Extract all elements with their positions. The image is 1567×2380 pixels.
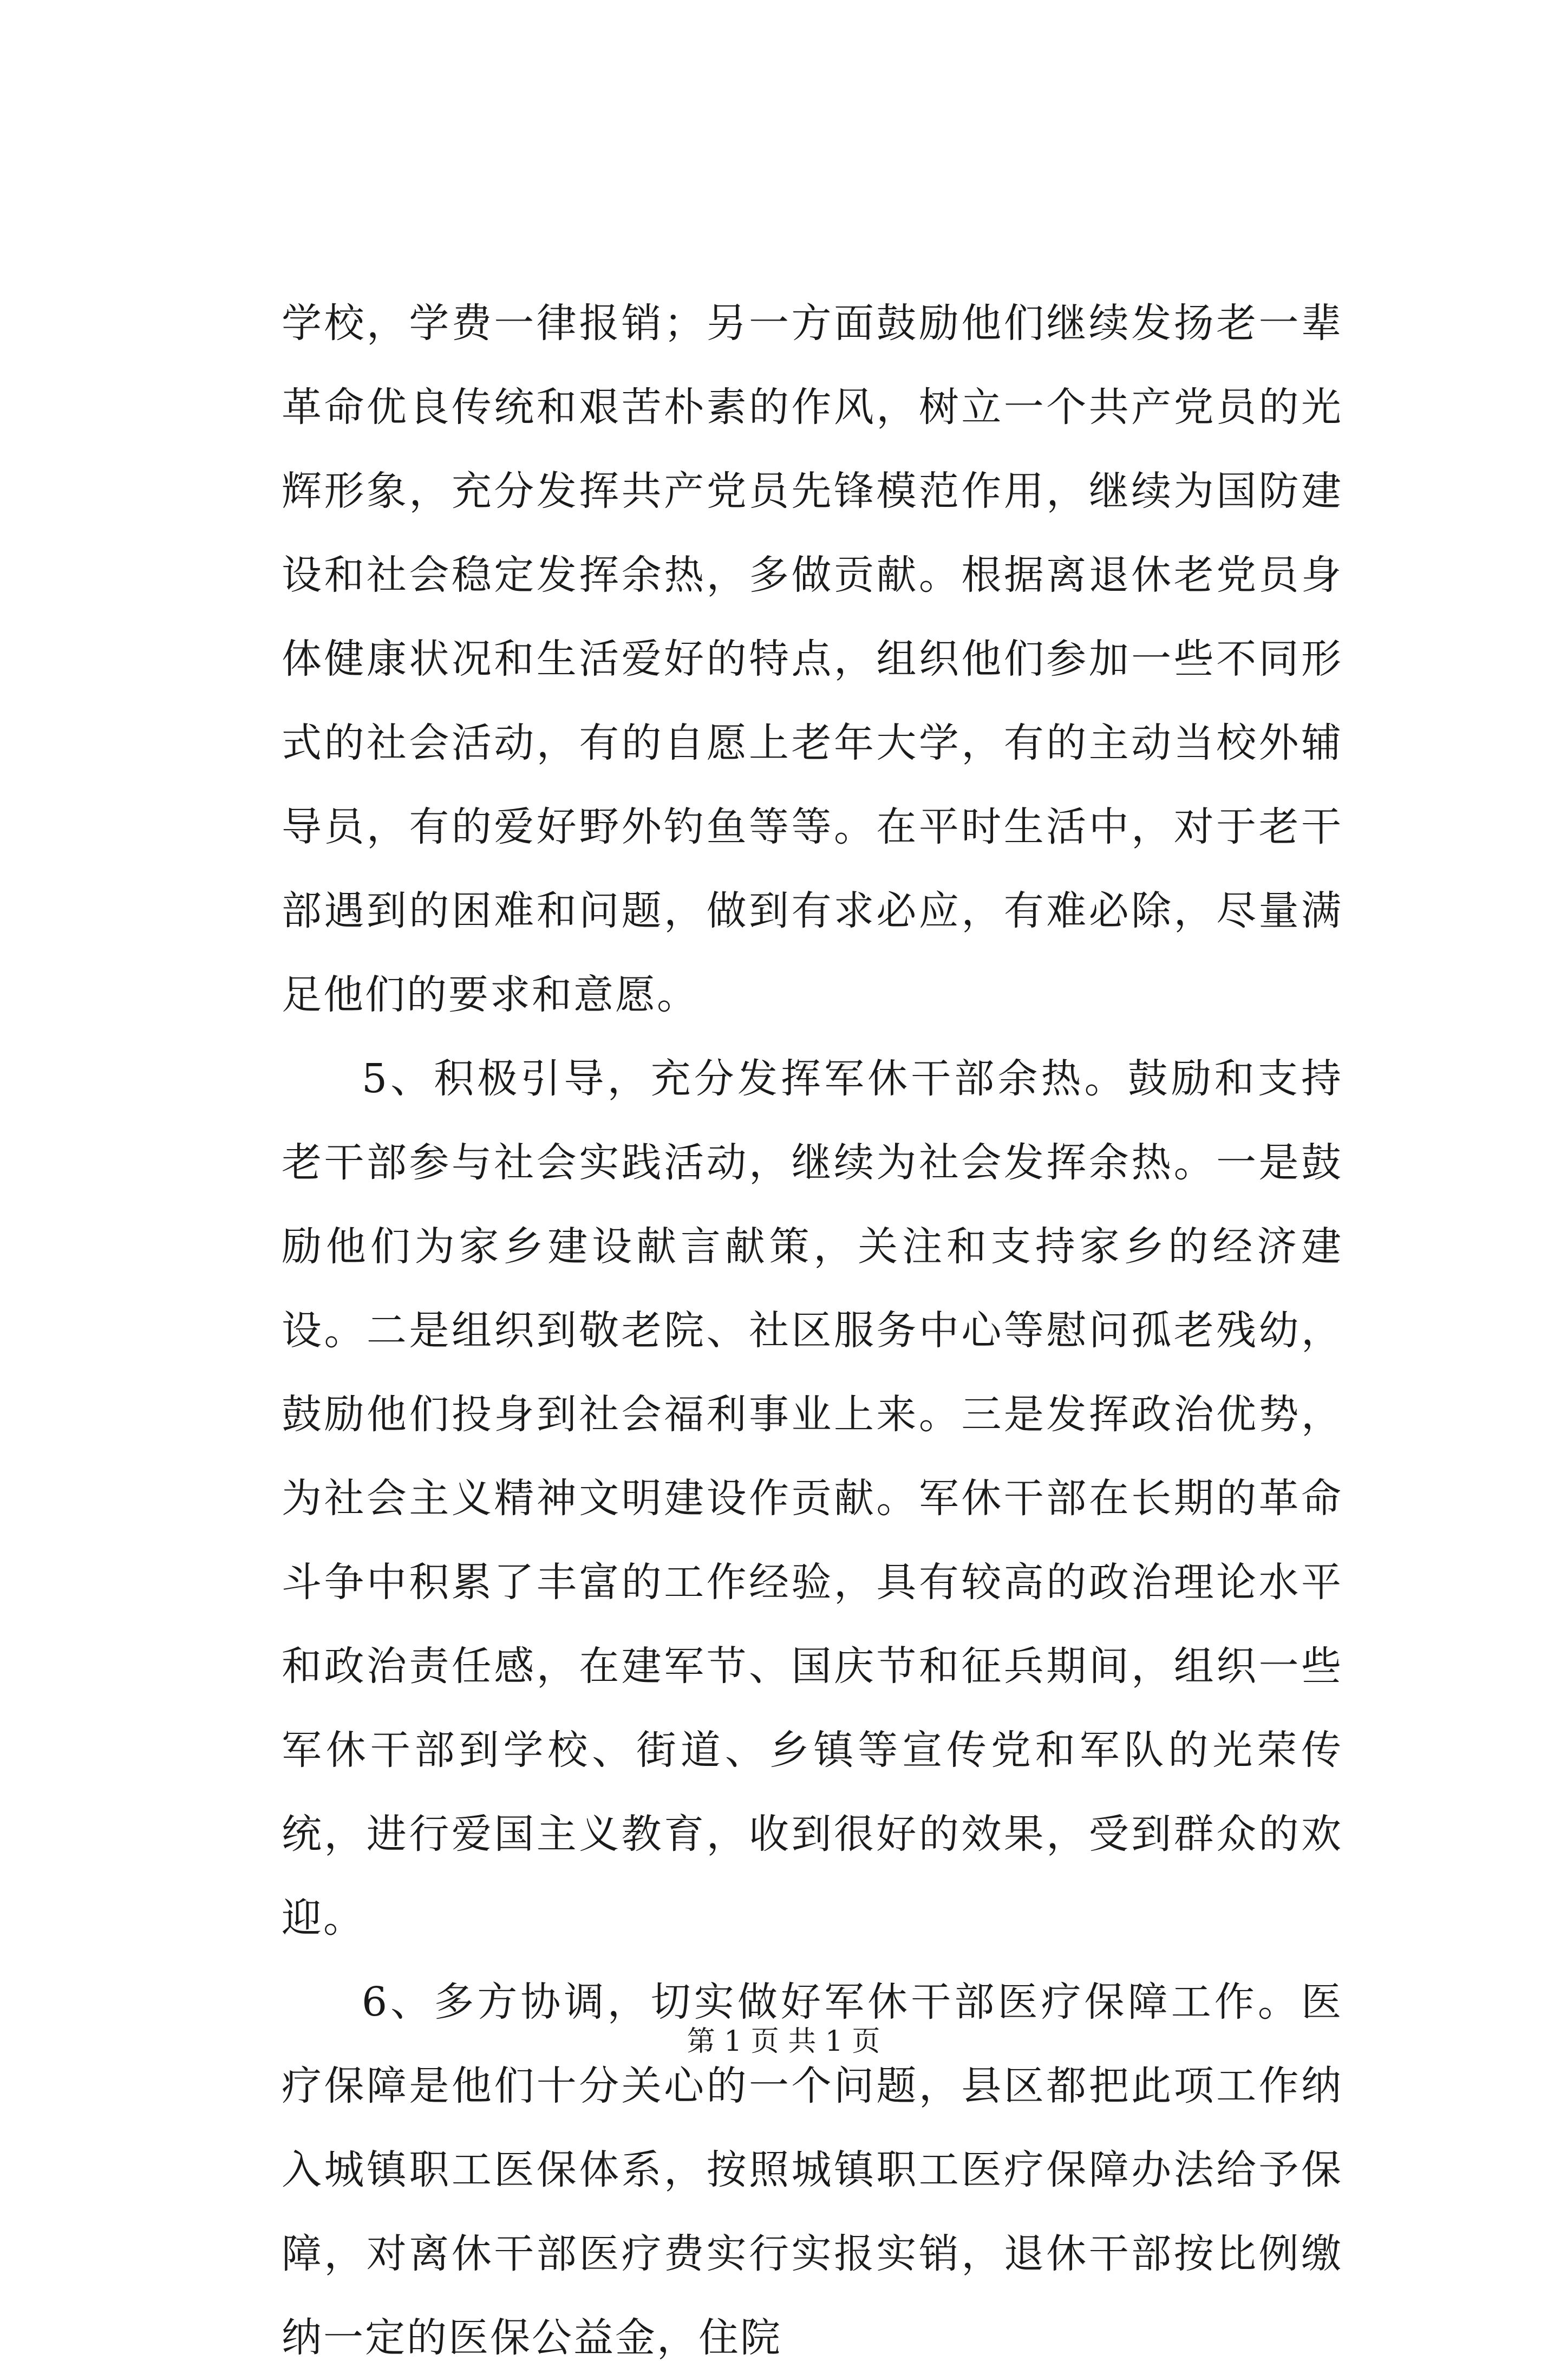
paragraph-continuation: 学校，学费一律报销；另一方面鼓励他们继续发扬老一辈革命优良传统和艰苦朴素的作风，树立一个共产党员的光辉形象，充分发挥共产党员先锋模范作用，继续为国防建设和社会稳定发挥余热，多做贡献。根据离退休老党员身体健康状况和生活爱好的特点，组织他们参加一些不同形式的社会活动，有的自愿上老年大学，有的主动当校外辅导员，有的爱好野外钓鱼等等。在平时生活中，对于老干部遇到的困难和问题，做到有求必应，有难必除，尽量满足他们的要求和意愿。 [282, 300, 1343, 1018]
document-body [282, 282, 1343, 2380]
page-number-label: 第 1 页 共 1 页 [687, 2025, 880, 2058]
paragraph-item-6: 6、多方协调，切实做好军休干部医疗保障工作。医疗保障是他们十分关心的一个问题，县区都把此项工作纳入城镇职工医保体系，按照城镇职工医疗保障办法给予保障，对离休干部医疗费实行实报实销，退休干部按比例缴纳一定的医保公益金，住院 [282, 1979, 1343, 2361]
page-footer [0, 2023, 1567, 2061]
paragraph-item-5: 5、积极引导，充分发挥军休干部余热。鼓励和支持老干部参与社会实践活动，继续为社会发挥余热。一是鼓励他们为家乡建设献言献策，关注和支持家乡的经济建设。二是组织到敬老院、社区服务中心等慰问孤老残幼，鼓励他们投身到社会福利事业上来。三是发挥政治优势，为社会主义精神文明建设作贡献。军休干部在长期的革命斗争中积累了丰富的工作经验，具有较高的政治理论水平和政治责任感，在建军节、国庆节和征兵期间，组织一些军休干部到学校、街道、乡镇等宣传党和军队的光荣传统，进行爱国主义教育，收到很好的效果，受到群众的欢迎。 [282, 1055, 1343, 1941]
